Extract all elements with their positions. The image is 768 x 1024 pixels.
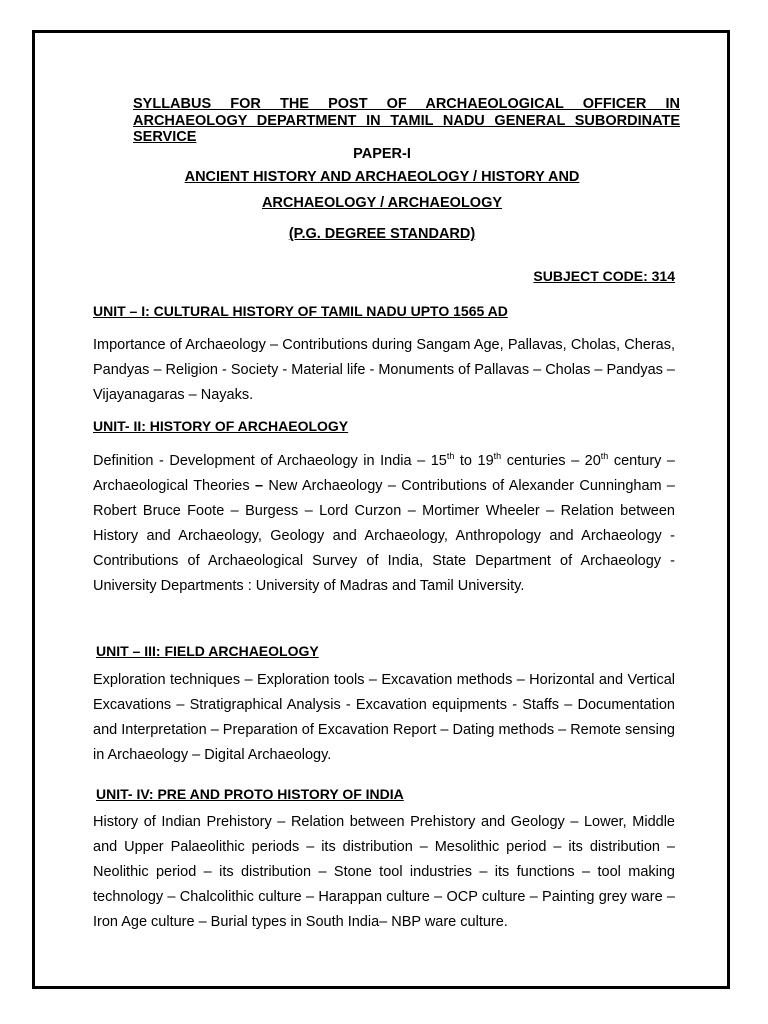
unit-2-body: Definition - Development of Archaeology in India – 15th to 19th centuries – 20th century – Archaeological Theories – New Archaeology – Contributions of Alexander Cunningham – Robert Bruce Foote – Burgess – Lord Curzon – Mortimer Wheeler – Relation between History and Archaeology, Geology and Archaeology, Anthropology and Archaeology - Contributions of Archaeological Survey of India, State Department of Archaeology - University Departments : University of Madras and Tamil University. <box>93 451 675 594</box>
unit-3-heading: UNIT – III: FIELD ARCHAEOLOGY <box>96 643 319 659</box>
subtitle-part2: HISTORY AND <box>481 169 580 185</box>
subtitle-part1: ANCIENT HISTORY AND ARCHAEOLOGY / <box>184 169 482 185</box>
paper-subtitle-line1 <box>33 169 731 185</box>
subject-code: SUBJECT CODE: 314 <box>533 268 675 284</box>
unit-2-heading: UNIT- II: HISTORY OF ARCHAEOLOGY <box>93 418 349 434</box>
unit-1-body: Importance of Archaeology – Contributions during Sangam Age, Pallavas, Cholas, Cheras, Pandyas – Religion - Society - Material life - Monuments of Pallavas – Cholas – Pandyas – Vijayanagaras – Nayaks. <box>93 337 675 403</box>
unit-1-heading: UNIT – I: CULTURAL HISTORY OF TAMIL NADU UPTO 1565 AD <box>93 303 508 319</box>
degree-standard: (P.G. DEGREE STANDARD) <box>288 226 476 242</box>
unit-4-body: History of Indian Prehistory – Relation between Prehistory and Geology – Lower, Middle and Upper Palaeolithic periods – its distribution – Mesolithic period – its distribution – Neolithic period – its distribution – Stone tool industries – its functions – tool making technology – Chalcolithic culture – Harappan culture – OCP culture – Painting grey ware – Iron Age culture – Burial types in South India– NBP ware culture. <box>93 814 675 930</box>
paper-label: PAPER-I <box>353 146 411 162</box>
unit-3-body: Exploration techniques – Exploration tools – Excavation methods – Horizontal and Vertical Excavations – Stratigraphical Analysis - Excavation equipments - Staffs – Documentation and Interpretation – Preparation of Excavation Report – Dating methods – Remote sensing in Archaeology – Digital Archaeology. <box>93 672 675 763</box>
document-title: SYLLABUS FOR THE POST OF ARCHAEOLOGICAL OFFICER IN ARCHAEOLOGY DEPARTMENT IN TAMIL NADU GENERAL SUBORDINATE SERVICE <box>133 96 680 145</box>
unit-4-heading: UNIT- IV: PRE AND PROTO HISTORY OF INDIA <box>96 786 404 802</box>
paper-subtitle-line2: ARCHAEOLOGY / ARCHAEOLOGY <box>261 195 503 211</box>
